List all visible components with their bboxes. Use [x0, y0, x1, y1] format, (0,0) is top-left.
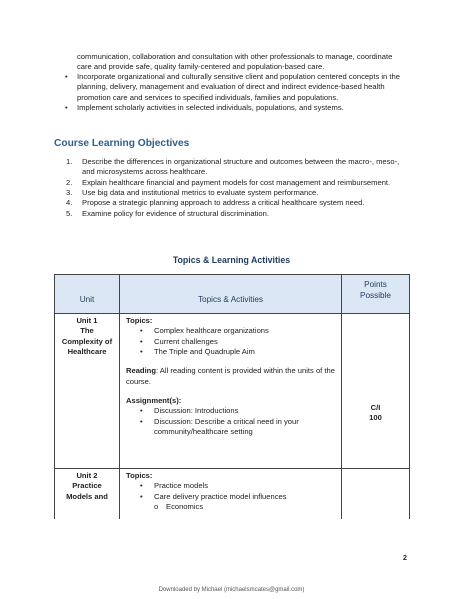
topics-list — [140, 481, 335, 502]
list-item: • Practice models — [140, 481, 209, 491]
unit-label-cell: Unit 2 Practice Models and — [55, 469, 120, 519]
download-footer: Downloaded by Michael (michaelsmcates@gmail.com) — [158, 587, 305, 593]
list-item: 1. Describe the differences in organizational structure and outcomes between the macro-, meso-, and microsystems across healthcare. — [66, 157, 400, 177]
table-title: Topics & Learning Activities — [172, 255, 291, 265]
list-item: 4. Propose a strategic planning approach to address a critical healthcare system need. — [66, 198, 365, 208]
outcomes-bullet-list — [64, 72, 408, 113]
topics-cell — [120, 314, 342, 469]
unit-label-cell: Unit 1 The Complexity of Healthcare — [55, 314, 120, 469]
list-item: • Complex healthcare organizations — [140, 326, 269, 336]
assignments-label: Assignment(s): — [126, 395, 182, 405]
points-column-header: Points Possible — [342, 275, 410, 314]
list-item: 5. Examine policy for evidence of structural discrimination. — [66, 208, 269, 218]
bullet-icon: • — [65, 72, 68, 81]
list-item: • Current challenges — [140, 336, 218, 346]
bullet-icon: • — [140, 491, 143, 501]
table-row — [55, 314, 410, 469]
continuation-paragraph: communication, collaboration and consultation with other professionals to manage, coordinate care and provide safe, quality family-centered and population-based care. — [77, 52, 393, 72]
list-item: o Economics — [154, 501, 204, 511]
subtopics-list — [154, 502, 335, 512]
bullet-icon: • — [140, 481, 143, 491]
points-cell — [342, 314, 410, 469]
bullet-icon: • — [140, 326, 143, 336]
objectives-list — [66, 157, 408, 219]
topics-cell — [120, 469, 342, 519]
bullet-icon: • — [140, 336, 143, 346]
list-item: • Care delivery practice model influences — [140, 491, 287, 501]
bullet-icon: • — [140, 406, 143, 416]
bullet-icon: • — [140, 416, 143, 426]
topics-label: Topics: — [126, 316, 153, 325]
list-item: • Discussion: Introductions — [140, 406, 239, 416]
list-item: • The Triple and Quadruple Aim — [140, 346, 255, 356]
activities-table — [54, 274, 410, 519]
bullet-icon: • — [140, 346, 143, 356]
list-item: 2. Explain healthcare financial and payment models for cost management and reimbursement. — [66, 177, 391, 187]
objectives-heading: Course Learning Objectives — [54, 138, 190, 149]
circle-bullet-icon: o — [154, 501, 159, 511]
topics-list — [140, 326, 335, 357]
reading-note: Reading: All reading content is provided within the units of the course. — [126, 366, 335, 386]
list-item: • Incorporate organizational and culturally sensitive client and population centered concepts in the planning, delivery, management and evaluation of direct and indirect evidence-based health promotion care and services to specified individuals, families and populations. — [65, 72, 400, 102]
unit-column-header: Unit — [55, 275, 120, 314]
assignments-list — [140, 406, 335, 437]
points-value: C/I 100 — [369, 403, 382, 423]
table-row — [55, 469, 410, 519]
list-item: • Discussion: Describe a critical need in your community/healthcare setting — [140, 416, 299, 436]
topics-column-header: Topics & Activities — [120, 275, 342, 314]
bullet-icon: • — [65, 102, 68, 112]
page-number: 2 — [403, 555, 407, 562]
topics-label: Topics: — [126, 471, 153, 480]
list-item: • Implement scholarly activities in selected individuals, populations, and systems. — [65, 102, 344, 112]
list-item: 3. Use big data and institutional metrics to evaluate system performance. — [66, 187, 319, 197]
table-header-row — [55, 275, 410, 314]
points-cell — [342, 469, 410, 519]
